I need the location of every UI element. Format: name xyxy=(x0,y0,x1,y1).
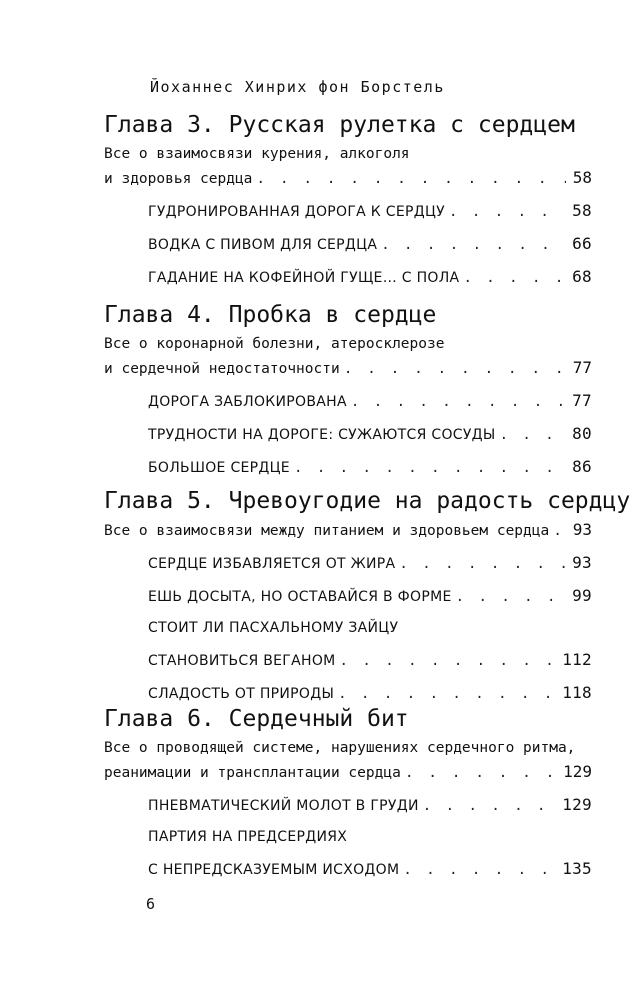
section-page-number: 66 xyxy=(572,234,592,253)
section-list xyxy=(148,547,592,710)
chapter-subtitle-line xyxy=(104,356,592,381)
section-page-number: 118 xyxy=(562,683,592,702)
dot-leader xyxy=(344,357,566,381)
section-page-number: 77 xyxy=(572,391,592,410)
dot-leader xyxy=(423,791,558,822)
page-number: 6 xyxy=(146,895,156,913)
section-list xyxy=(148,789,592,886)
dot-leader xyxy=(399,549,566,580)
chapter-title: Глава 3. Русская рулетка с сердцем xyxy=(104,112,575,138)
toc-entry[interactable] xyxy=(148,418,592,451)
section-title: СЕРДЦЕ ИЗБАВЛЯЕТСЯ ОТ ЖИРА xyxy=(148,556,396,572)
chapter-subtitle-line: Все о взаимосвязи курения, алкоголя xyxy=(104,146,410,162)
toc-entry[interactable] xyxy=(148,451,592,484)
section-page-number: 68 xyxy=(572,267,592,286)
chapter-page-number: 93 xyxy=(572,520,592,539)
toc-entry[interactable] xyxy=(148,853,592,886)
toc-entry[interactable] xyxy=(148,261,592,294)
section-title: С НЕПРЕДСКАЗУЕМЫМ ИСХОДОМ xyxy=(148,862,400,878)
chapter-subtitle xyxy=(104,518,592,543)
chapter-subtitle-text: Все о взаимосвязи между питанием и здоровьем сердца xyxy=(104,523,550,539)
dot-leader xyxy=(463,263,566,294)
dot-leader xyxy=(403,855,558,886)
section-title: БОЛЬШОЕ СЕРДЦЕ xyxy=(148,460,290,476)
chapter-page-number: 58 xyxy=(572,168,592,187)
toc-entry[interactable] xyxy=(148,385,592,418)
dot-leader xyxy=(553,519,566,543)
section-title: ПНЕВМАТИЧЕСКИЙ МОЛОТ В ГРУДИ xyxy=(148,798,419,814)
chapter-subtitle-line xyxy=(104,760,592,785)
section-page-number: 58 xyxy=(572,201,592,220)
section-title: СЛАДОСТЬ ОТ ПРИРОДЫ xyxy=(148,686,335,702)
chapter-title: Глава 5. Чревоугодие на радость сердцу xyxy=(104,488,631,514)
section-title: ЕШЬ ДОСЫТА, НО ОСТАВАЙСЯ В ФОРМЕ xyxy=(148,589,452,605)
chapter-subtitle xyxy=(104,332,592,381)
section-page-number: 112 xyxy=(562,650,592,669)
dot-leader xyxy=(351,387,566,418)
section-title: ДОРОГА ЗАБЛОКИРОВАНА xyxy=(148,394,347,410)
section-title: ГАДАНИЕ НА КОФЕЙНОЙ ГУЩЕ… С ПОЛА xyxy=(148,270,460,286)
section-title: ГУДРОНИРОВАННАЯ ДОРОГА К СЕРДЦУ xyxy=(148,204,445,220)
chapter-subtitle-line: Все о коронарной болезни, атеросклерозе xyxy=(104,336,445,352)
section-title: СТАНОВИТЬСЯ ВЕГАНОМ xyxy=(148,653,336,669)
section-list xyxy=(148,385,592,484)
toc-entry-first-line[interactable]: СТОИТ ЛИ ПАСХАЛЬНОМУ ЗАЙЦУ xyxy=(148,620,399,636)
chapter-subtitle-text: реанимации и трансплантации сердца xyxy=(104,765,401,781)
toc-entry[interactable] xyxy=(148,580,592,613)
section-page-number: 86 xyxy=(572,457,592,476)
toc-entry[interactable] xyxy=(148,644,592,677)
chapter-subtitle-line: Все о проводящей системе, нарушениях сердечного ритма, xyxy=(104,740,576,756)
toc-entry[interactable] xyxy=(148,228,592,261)
chapter-subtitle xyxy=(104,736,592,785)
chapter-subtitle xyxy=(104,142,592,191)
dot-leader xyxy=(381,230,566,261)
section-page-number: 80 xyxy=(572,424,592,443)
chapter-page-number: 129 xyxy=(563,762,592,781)
chapter-4 xyxy=(104,302,592,484)
chapter-3 xyxy=(104,112,592,294)
chapter-5 xyxy=(104,488,631,710)
dot-leader xyxy=(449,197,566,228)
running-head: Йоханнес Хинрих фон Борстель xyxy=(150,78,445,96)
dot-leader xyxy=(340,646,559,677)
section-title: ВОДКА С ПИВОМ ДЛЯ СЕРДЦА xyxy=(148,237,378,253)
chapter-title: Глава 4. Пробка в сердце xyxy=(104,302,437,328)
chapter-page-number: 77 xyxy=(572,358,592,377)
dot-leader xyxy=(256,167,566,191)
chapter-subtitle-line xyxy=(104,166,592,191)
dot-leader xyxy=(456,582,566,613)
section-page-number: 129 xyxy=(562,795,592,814)
chapter-subtitle-text: и здоровья сердца xyxy=(104,171,253,187)
section-list xyxy=(148,195,592,294)
section-page-number: 99 xyxy=(572,586,592,605)
toc-entry[interactable] xyxy=(148,547,592,580)
section-title: ТРУДНОСТИ НА ДОРОГЕ: СУЖАЮТСЯ СОСУДЫ xyxy=(148,427,496,443)
chapter-subtitle-line xyxy=(104,518,592,543)
section-page-number: 93 xyxy=(572,553,592,572)
section-page-number: 135 xyxy=(562,859,592,878)
chapter-6 xyxy=(104,706,592,886)
toc-entry[interactable] xyxy=(148,195,592,228)
chapter-subtitle-text: и сердечной недостаточности xyxy=(104,361,340,377)
toc-entry[interactable] xyxy=(148,789,592,822)
toc-entry-first-line[interactable]: ПАРТИЯ НА ПРЕДСЕРДИЯХ xyxy=(148,829,348,845)
dot-leader xyxy=(405,761,559,785)
chapter-title: Глава 6. Сердечный бит xyxy=(104,706,409,732)
dot-leader xyxy=(500,420,566,451)
dot-leader xyxy=(294,453,566,484)
